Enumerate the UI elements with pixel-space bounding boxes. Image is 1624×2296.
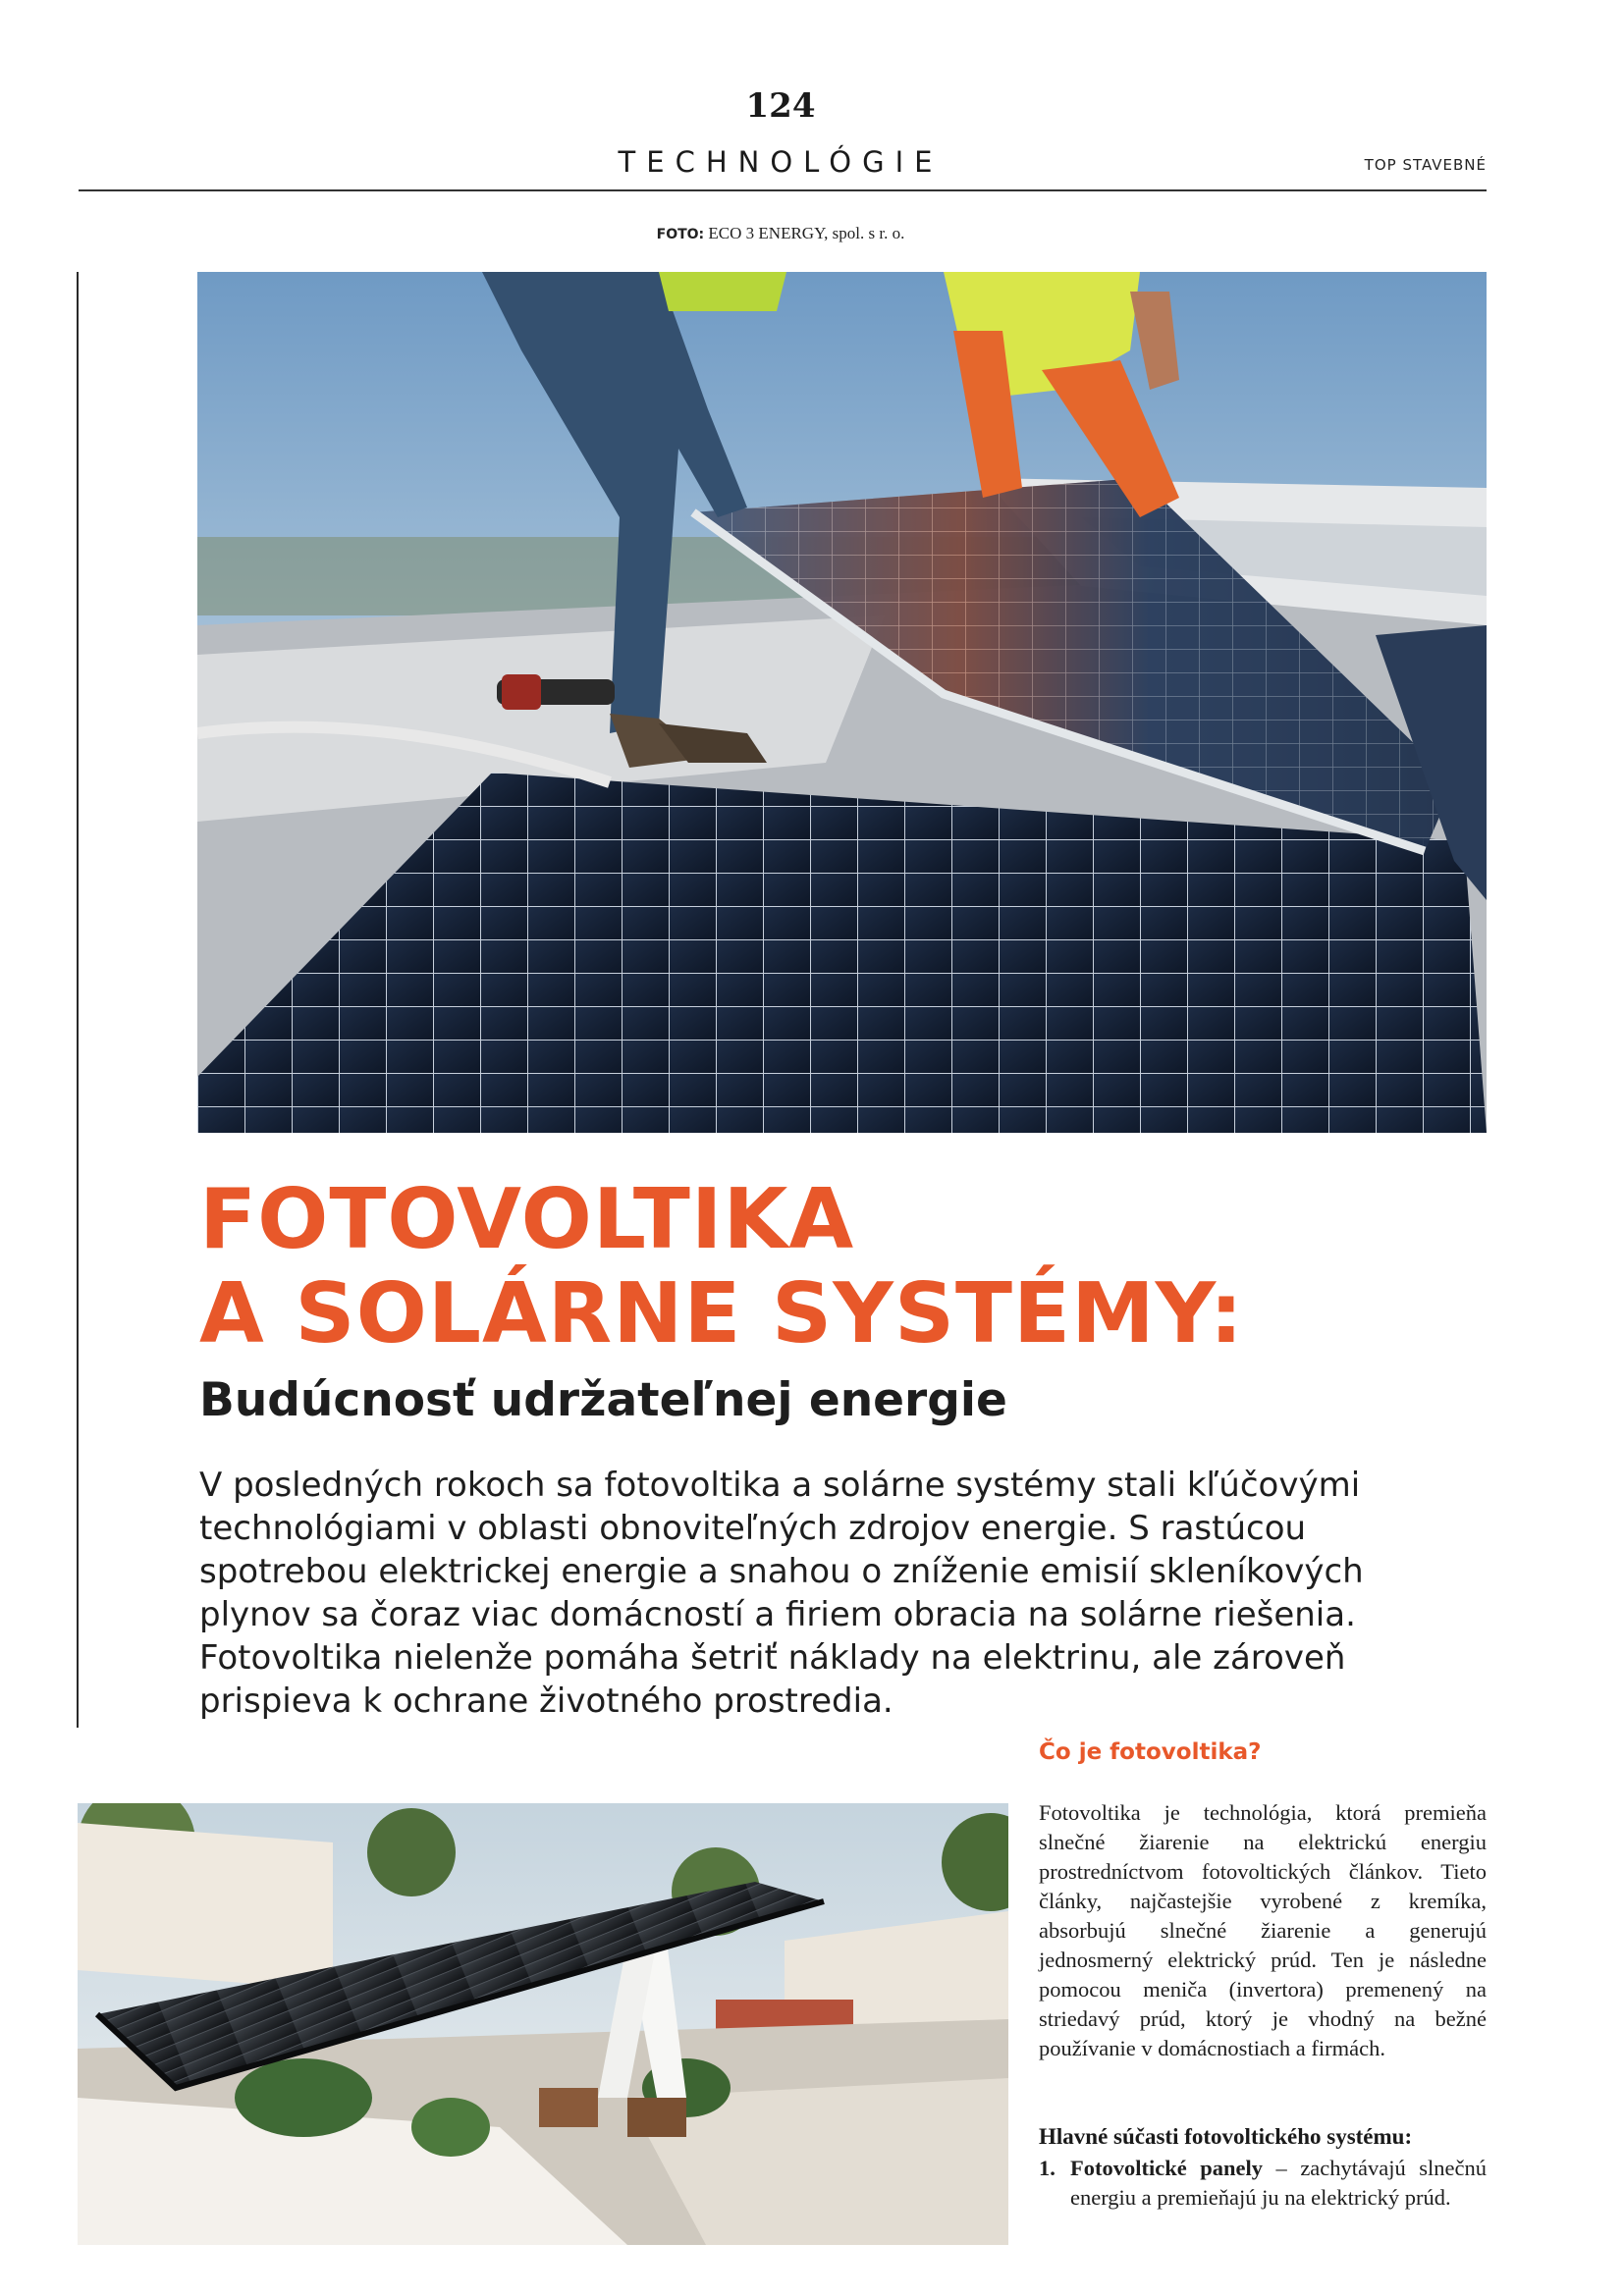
components-list [1039,2154,1487,2213]
page-number: 124 [745,86,816,126]
photo-solar-pergola [78,1803,1008,2245]
article-lead: V posledných rokoch sa fotovoltika a solárne systémy stali kľúčovými technológiami v oblasti obnoviteľných zdrojov energie. S rastúcou spotrebou elektrickej energie a snahou o zníženie emisií skleníkových plynov sa čoraz viac domácností a firiem obracia na solárne riešenia. Fotovoltika nielenže pomáha šetriť náklady na elektrinu, ale zároveň prispieva k ochrane životného prostredia. [199,1466,1364,1721]
components-heading: Hlavné súčasti fotovoltického systému: [1039,2124,1413,2149]
list-item-number: 1. [1039,2156,1056,2180]
article-subtitle: Budúcnosť udržateľnej energie [199,1373,1007,1427]
magazine-name: TOP STAVEBNÉ [1364,156,1487,174]
list-item [1039,2154,1487,2213]
article-title-line-1: FOTOVOLTIKA [199,1171,855,1268]
hero-photo-solar-installation [197,272,1487,1133]
list-item-text: – zachytávajú slnečnú energiu a premieňajú ju na elektrický prúd. [1070,2156,1488,2210]
list-item-term: Fotovoltické panely [1070,2156,1264,2180]
photo-credit [0,224,1561,243]
photo-credit-source: ECO 3 ENERGY, spol. s r. o. [708,224,905,242]
section-title: TECHNOLÓGIE [618,145,944,179]
photo-credit-label: FOTO: [656,227,705,242]
body-paragraph: Fotovoltika je technológia, ktorá premieňa slnečné žiarenie na elektrickú energiu prostredníctvom fotovoltických článkov. Tieto články, najčastejšie vyrobené z kremíka, absorbujú slnečné žiarenie a generujú jednosmerný elektrický prúd. Ten je následne pomocou meniča (invertora) premenený na striedavý prúd, ktorý je vhodný na bežné používanie v domácnostiach a firmách. [1039,1800,1487,2060]
side-divider [77,272,79,1728]
sidebar-heading: Čo je fotovoltika? [1039,1739,1262,1765]
header-divider [79,189,1487,191]
article-title-line-2: A SOLÁRNE SYSTÉMY: [199,1265,1244,1362]
